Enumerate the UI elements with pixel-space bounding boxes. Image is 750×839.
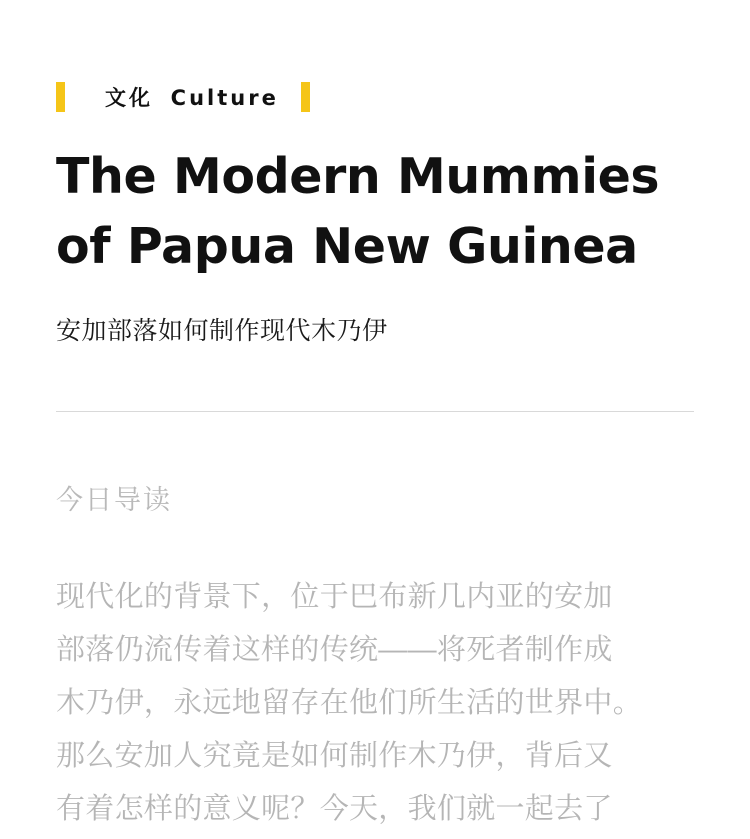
page-subtitle: 安加部落如何制作现代木乃伊	[56, 316, 388, 345]
body-line-3: 木乃伊，永远地留存在他们所生活的世界中。	[56, 686, 643, 719]
body-line-2: 部落仍流传着这样的传统——将死者制作成	[56, 633, 613, 666]
section-divider	[56, 411, 694, 412]
body-line-5: 有着怎样的意义呢？今天，我们就一起去了	[56, 792, 613, 825]
category-label-en: Culture	[170, 86, 279, 110]
accent-bar-left-icon	[56, 82, 65, 112]
body-line-1: 现代化的背景下，位于巴布新几内亚的安加	[56, 580, 613, 613]
category-label	[105, 82, 279, 112]
section-heading: 今日导读	[56, 484, 172, 515]
category-kicker	[56, 0, 694, 114]
body-paragraph	[56, 571, 694, 836]
body-line-4: 那么安加人究竟是如何制作木乃伊，背后又	[56, 739, 613, 772]
accent-bar-right-icon	[301, 82, 310, 112]
headline-line-1: The Modern Mummies	[56, 148, 660, 205]
headline-line-2: of Papua New Guinea	[56, 217, 638, 275]
category-label-cn: 文化	[105, 87, 153, 110]
page-title	[56, 142, 694, 281]
